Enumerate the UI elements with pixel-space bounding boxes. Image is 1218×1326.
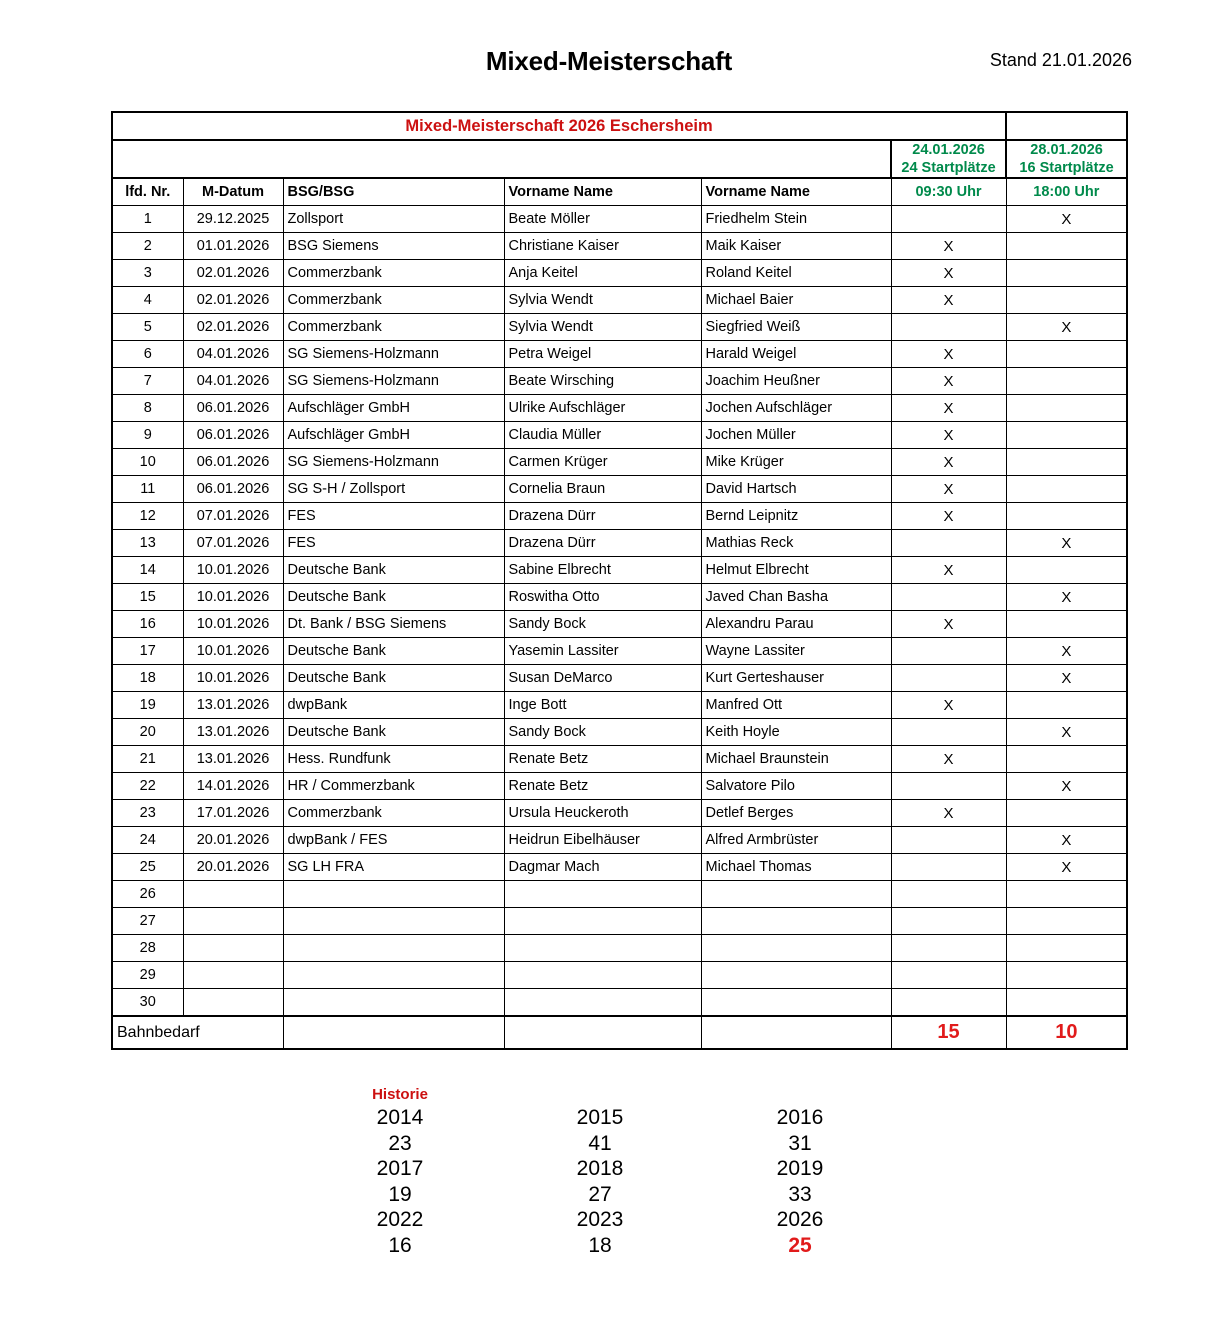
historie-cell: 2014: [376, 1106, 424, 1129]
cell-name2[interactable]: David Hartsch: [701, 476, 891, 503]
cell-name1[interactable]: Sandy Bock: [504, 611, 701, 638]
historie-cell: 2023: [576, 1208, 624, 1231]
session-row-spacer: [112, 140, 891, 178]
cell-datum: 10.01.2026: [183, 665, 283, 692]
cell-session-1-mark[interactable]: X: [891, 260, 1006, 287]
cell-name2[interactable]: Salvatore Pilo: [701, 773, 891, 800]
cell-nr: 28: [112, 935, 183, 962]
cell-session-2-mark[interactable]: [1006, 233, 1127, 260]
cell-session-2-mark[interactable]: X: [1006, 665, 1127, 692]
cell-bsg[interactable]: SG Siemens-Holzmann: [283, 368, 504, 395]
cell-session-1-mark[interactable]: [891, 773, 1006, 800]
cell-name2[interactable]: Michael Thomas: [701, 854, 891, 881]
table-row: [112, 746, 1127, 773]
cell-bsg[interactable]: Commerzbank: [283, 260, 504, 287]
cell-session-2-mark[interactable]: [1006, 881, 1127, 908]
table-row: [112, 800, 1127, 827]
cell-bsg[interactable]: BSG Siemens: [283, 233, 504, 260]
table-row: [112, 314, 1127, 341]
cell-datum: 10.01.2026: [183, 611, 283, 638]
cell-datum: [183, 962, 283, 989]
cell-bsg[interactable]: SG S-H / Zollsport: [283, 476, 504, 503]
cell-datum: 06.01.2026: [183, 449, 283, 476]
cell-nr: 5: [112, 314, 183, 341]
cell-session-2-mark[interactable]: X: [1006, 314, 1127, 341]
cell-nr: 12: [112, 503, 183, 530]
cell-nr: 6: [112, 341, 183, 368]
cell-datum: [183, 908, 283, 935]
historie-cell: 2017: [376, 1157, 424, 1180]
cell-session-2-mark[interactable]: [1006, 692, 1127, 719]
table-row: [112, 827, 1127, 854]
cell-nr: 13: [112, 530, 183, 557]
cell-session-1-mark[interactable]: X: [891, 341, 1006, 368]
historie-cell: 25: [788, 1233, 812, 1257]
table-row: [112, 260, 1127, 287]
cell-bsg[interactable]: [283, 989, 504, 1017]
cell-datum: 20.01.2026: [183, 854, 283, 881]
cell-nr: 7: [112, 368, 183, 395]
cell-name2[interactable]: Roland Keitel: [701, 260, 891, 287]
cell-session-2-mark[interactable]: [1006, 800, 1127, 827]
cell-name1[interactable]: Christiane Kaiser: [504, 233, 701, 260]
cell-name2[interactable]: Siegfried Weiß: [701, 314, 891, 341]
cell-session-2-mark[interactable]: [1006, 395, 1127, 422]
table-banner-row: [112, 112, 1127, 140]
table-row: [112, 611, 1127, 638]
banner-spacer-cell: [1006, 112, 1127, 140]
cell-bsg[interactable]: SG LH FRA: [283, 854, 504, 881]
cell-nr: 15: [112, 584, 183, 611]
cell-nr: 16: [112, 611, 183, 638]
historie-cell: 2016: [776, 1106, 824, 1129]
table-row: [112, 881, 1127, 908]
cell-name2[interactable]: Kurt Gerteshauser: [701, 665, 891, 692]
cell-name1[interactable]: Claudia Müller: [504, 422, 701, 449]
cell-bsg[interactable]: Commerzbank: [283, 314, 504, 341]
col-header-datum: M-Datum: [183, 178, 283, 206]
cell-datum: [183, 935, 283, 962]
col-header-nr: lfd. Nr.: [112, 178, 183, 206]
cell-bsg[interactable]: Commerzbank: [283, 800, 504, 827]
table-row: [112, 476, 1127, 503]
cell-session-1-mark[interactable]: X: [891, 287, 1006, 314]
table-row: [112, 422, 1127, 449]
cell-bsg[interactable]: SG Siemens-Holzmann: [283, 341, 504, 368]
cell-datum: 14.01.2026: [183, 773, 283, 800]
cell-session-1-mark[interactable]: [891, 584, 1006, 611]
cell-nr: 27: [112, 908, 183, 935]
cell-nr: 24: [112, 827, 183, 854]
table-row: [112, 503, 1127, 530]
registration-table: [111, 111, 1128, 1050]
cell-datum: 02.01.2026: [183, 260, 283, 287]
cell-datum: 17.01.2026: [183, 800, 283, 827]
cell-nr: 11: [112, 476, 183, 503]
historie-cell: 31: [788, 1131, 812, 1155]
cell-datum: 20.01.2026: [183, 827, 283, 854]
table-row: [112, 773, 1127, 800]
session-1-header: [891, 140, 1006, 178]
cell-name1[interactable]: [504, 962, 701, 989]
historie-cell: 2026: [776, 1208, 824, 1231]
cell-session-1-mark[interactable]: [891, 881, 1006, 908]
cell-name2[interactable]: Michael Braunstein: [701, 746, 891, 773]
cell-session-2-mark[interactable]: [1006, 449, 1127, 476]
cell-name1[interactable]: Beate Wirsching: [504, 368, 701, 395]
table-row: [112, 665, 1127, 692]
cell-session-1-mark[interactable]: X: [891, 611, 1006, 638]
historie-cell: 2019: [776, 1157, 824, 1180]
cell-bsg[interactable]: dwpBank / FES: [283, 827, 504, 854]
historie-section: [300, 1086, 900, 1258]
table-row: [112, 638, 1127, 665]
cell-bsg[interactable]: HR / Commerzbank: [283, 773, 504, 800]
cell-bsg[interactable]: dwpBank: [283, 692, 504, 719]
cell-name2[interactable]: Wayne Lassiter: [701, 638, 891, 665]
historie-grid: [300, 1105, 900, 1258]
cell-session-1-mark[interactable]: [891, 314, 1006, 341]
table-row: [112, 206, 1127, 233]
cell-name2[interactable]: Helmut Elbrecht: [701, 557, 891, 584]
session-2-slots: 16 Startplätze: [1019, 160, 1114, 176]
historie-cell: 19: [388, 1182, 412, 1206]
cell-bsg[interactable]: Commerzbank: [283, 287, 504, 314]
cell-name1[interactable]: Sandy Bock: [504, 719, 701, 746]
cell-session-2-mark[interactable]: [1006, 476, 1127, 503]
cell-bsg[interactable]: [283, 962, 504, 989]
cell-bsg[interactable]: [283, 881, 504, 908]
cell-session-2-mark[interactable]: X: [1006, 584, 1127, 611]
cell-name1[interactable]: Ulrike Aufschläger: [504, 395, 701, 422]
historie-cell: 16: [388, 1233, 412, 1257]
cell-nr: 3: [112, 260, 183, 287]
cell-nr: 30: [112, 989, 183, 1017]
cell-name1[interactable]: Renate Betz: [504, 746, 701, 773]
cell-name2[interactable]: Manfred Ott: [701, 692, 891, 719]
session-1-slots: 24 Startplätze: [901, 160, 996, 176]
cell-datum: 07.01.2026: [183, 530, 283, 557]
cell-name2[interactable]: [701, 908, 891, 935]
table-row: [112, 989, 1127, 1017]
cell-session-2-mark[interactable]: [1006, 368, 1127, 395]
cell-datum: 07.01.2026: [183, 503, 283, 530]
cell-session-1-mark[interactable]: X: [891, 746, 1006, 773]
cell-name1[interactable]: Sabine Elbrecht: [504, 557, 701, 584]
historie-cell: 18: [588, 1233, 612, 1257]
cell-datum: 13.01.2026: [183, 692, 283, 719]
cell-bsg[interactable]: Aufschläger GmbH: [283, 422, 504, 449]
cell-session-1-mark[interactable]: [891, 908, 1006, 935]
cell-name2[interactable]: Mike Krüger: [701, 449, 891, 476]
historie-cell: 2018: [576, 1157, 624, 1180]
cell-name2[interactable]: Alexandru Parau: [701, 611, 891, 638]
page-title: Mixed-Meisterschaft: [485, 46, 733, 76]
bahnbedarf-session-1-value: 15: [891, 1016, 1006, 1049]
col-header-bsg: BSG/BSG: [283, 178, 504, 206]
cell-datum: 02.01.2026: [183, 314, 283, 341]
cell-nr: 21: [112, 746, 183, 773]
cell-nr: 10: [112, 449, 183, 476]
cell-name2[interactable]: [701, 962, 891, 989]
cell-bsg[interactable]: FES: [283, 503, 504, 530]
table-row: [112, 908, 1127, 935]
cell-session-1-mark[interactable]: X: [891, 422, 1006, 449]
session-header-row: [112, 140, 1127, 178]
cell-name1[interactable]: Petra Weigel: [504, 341, 701, 368]
cell-session-1-mark[interactable]: X: [891, 449, 1006, 476]
col-header-name2: Vorname Name: [701, 178, 891, 206]
cell-name2[interactable]: Maik Kaiser: [701, 233, 891, 260]
cell-nr: 18: [112, 665, 183, 692]
cell-datum: 10.01.2026: [183, 638, 283, 665]
bahnbedarf-spacer-name1: [504, 1016, 701, 1049]
cell-session-2-mark[interactable]: X: [1006, 854, 1127, 881]
cell-bsg[interactable]: Hess. Rundfunk: [283, 746, 504, 773]
bahnbedarf-spacer-name2: [701, 1016, 891, 1049]
cell-bsg[interactable]: SG Siemens-Holzmann: [283, 449, 504, 476]
cell-datum: 29.12.2025: [183, 206, 283, 233]
cell-nr: 14: [112, 557, 183, 584]
cell-session-2-mark[interactable]: [1006, 962, 1127, 989]
cell-bsg[interactable]: [283, 908, 504, 935]
cell-datum: 10.01.2026: [183, 557, 283, 584]
historie-cell: 27: [588, 1182, 612, 1206]
cell-nr: 19: [112, 692, 183, 719]
cell-datum: 13.01.2026: [183, 746, 283, 773]
cell-bsg[interactable]: Deutsche Bank: [283, 638, 504, 665]
cell-datum: 06.01.2026: [183, 476, 283, 503]
cell-name1[interactable]: Anja Keitel: [504, 260, 701, 287]
cell-name1[interactable]: Yasemin Lassiter: [504, 638, 701, 665]
table-row: [112, 962, 1127, 989]
cell-name2[interactable]: Javed Chan Basha: [701, 584, 891, 611]
cell-name2[interactable]: Keith Hoyle: [701, 719, 891, 746]
table-row: [112, 287, 1127, 314]
cell-bsg[interactable]: Dt. Bank / BSG Siemens: [283, 611, 504, 638]
cell-name2[interactable]: Jochen Müller: [701, 422, 891, 449]
cell-name1[interactable]: Carmen Krüger: [504, 449, 701, 476]
cell-name1[interactable]: Sylvia Wendt: [504, 287, 701, 314]
cell-session-1-mark[interactable]: [891, 530, 1006, 557]
cell-session-1-mark[interactable]: [891, 935, 1006, 962]
cell-session-2-mark[interactable]: X: [1006, 719, 1127, 746]
cell-name2[interactable]: Michael Baier: [701, 287, 891, 314]
cell-bsg[interactable]: Zollsport: [283, 206, 504, 233]
cell-datum: [183, 881, 283, 908]
cell-name2[interactable]: Harald Weigel: [701, 341, 891, 368]
historie-cell: 2015: [576, 1106, 624, 1129]
cell-session-2-mark[interactable]: [1006, 989, 1127, 1017]
cell-session-2-mark[interactable]: X: [1006, 530, 1127, 557]
cell-datum: 06.01.2026: [183, 395, 283, 422]
cell-bsg[interactable]: Deutsche Bank: [283, 584, 504, 611]
cell-bsg[interactable]: Deutsche Bank: [283, 557, 504, 584]
cell-name1[interactable]: Susan DeMarco: [504, 665, 701, 692]
cell-datum: [183, 989, 283, 1017]
cell-session-2-mark[interactable]: [1006, 746, 1127, 773]
session-2-date: 28.01.2026: [1030, 142, 1103, 158]
table-row: [112, 692, 1127, 719]
historie-cell: 33: [788, 1182, 812, 1206]
cell-nr: 4: [112, 287, 183, 314]
cell-name2[interactable]: [701, 935, 891, 962]
cell-nr: 29: [112, 962, 183, 989]
cell-session-2-mark[interactable]: X: [1006, 638, 1127, 665]
cell-name2[interactable]: [701, 989, 891, 1017]
cell-bsg[interactable]: Deutsche Bank: [283, 665, 504, 692]
bahnbedarf-label: Bahnbedarf: [112, 1016, 283, 1049]
cell-name1[interactable]: Ursula Heuckeroth: [504, 800, 701, 827]
table-row: [112, 719, 1127, 746]
table-row: [112, 233, 1127, 260]
cell-nr: 23: [112, 800, 183, 827]
cell-session-2-mark[interactable]: [1006, 503, 1127, 530]
cell-session-1-mark[interactable]: [891, 827, 1006, 854]
cell-session-1-mark[interactable]: [891, 206, 1006, 233]
cell-datum: 13.01.2026: [183, 719, 283, 746]
cell-session-1-mark[interactable]: X: [891, 557, 1006, 584]
col-header-session-2-time: 18:00 Uhr: [1006, 178, 1127, 206]
column-header-row: [112, 178, 1127, 206]
status-date: Stand 21.01.2026: [989, 50, 1132, 70]
table-row: [112, 530, 1127, 557]
cell-session-2-mark[interactable]: [1006, 557, 1127, 584]
table-row: [112, 584, 1127, 611]
cell-session-1-mark[interactable]: X: [891, 476, 1006, 503]
cell-bsg[interactable]: Aufschläger GmbH: [283, 395, 504, 422]
cell-session-1-mark[interactable]: [891, 719, 1006, 746]
cell-session-1-mark[interactable]: X: [891, 233, 1006, 260]
cell-name1[interactable]: Drazena Dürr: [504, 530, 701, 557]
table-row: [112, 449, 1127, 476]
cell-session-1-mark[interactable]: [891, 638, 1006, 665]
cell-name2[interactable]: Mathias Reck: [701, 530, 891, 557]
cell-session-2-mark[interactable]: [1006, 935, 1127, 962]
cell-name1[interactable]: Renate Betz: [504, 773, 701, 800]
table-row: [112, 854, 1127, 881]
cell-session-1-mark[interactable]: X: [891, 692, 1006, 719]
table-row: [112, 395, 1127, 422]
cell-nr: 8: [112, 395, 183, 422]
cell-session-2-mark[interactable]: [1006, 341, 1127, 368]
cell-nr: 17: [112, 638, 183, 665]
cell-session-1-mark[interactable]: X: [891, 368, 1006, 395]
cell-session-2-mark[interactable]: [1006, 422, 1127, 449]
cell-name1[interactable]: Drazena Dürr: [504, 503, 701, 530]
bahnbedarf-row: [112, 1016, 1127, 1049]
cell-name2[interactable]: Bernd Leipnitz: [701, 503, 891, 530]
cell-name1[interactable]: Roswitha Otto: [504, 584, 701, 611]
cell-name2[interactable]: Joachim Heußner: [701, 368, 891, 395]
cell-name1[interactable]: [504, 989, 701, 1017]
cell-bsg[interactable]: [283, 935, 504, 962]
cell-datum: 01.01.2026: [183, 233, 283, 260]
cell-session-2-mark[interactable]: [1006, 287, 1127, 314]
cell-session-1-mark[interactable]: [891, 989, 1006, 1017]
table-row: [112, 341, 1127, 368]
cell-session-1-mark[interactable]: X: [891, 800, 1006, 827]
cell-bsg[interactable]: FES: [283, 530, 504, 557]
cell-name1[interactable]: [504, 881, 701, 908]
cell-name2[interactable]: [701, 881, 891, 908]
cell-session-2-mark[interactable]: [1006, 908, 1127, 935]
cell-session-2-mark[interactable]: X: [1006, 206, 1127, 233]
page-header: [0, 0, 1218, 92]
cell-datum: 04.01.2026: [183, 341, 283, 368]
cell-session-1-mark[interactable]: [891, 665, 1006, 692]
col-header-session-1-time: 09:30 Uhr: [891, 178, 1006, 206]
cell-session-1-mark[interactable]: X: [891, 395, 1006, 422]
cell-name1[interactable]: Heidrun Eibelhäuser: [504, 827, 701, 854]
cell-nr: 26: [112, 881, 183, 908]
session-2-header: [1006, 140, 1127, 178]
cell-name2[interactable]: Alfred Armbrüster: [701, 827, 891, 854]
cell-name2[interactable]: Detlef Berges: [701, 800, 891, 827]
table-row: [112, 935, 1127, 962]
cell-bsg[interactable]: Deutsche Bank: [283, 719, 504, 746]
bahnbedarf-spacer-bsg: [283, 1016, 504, 1049]
historie-cell: 41: [588, 1131, 612, 1155]
cell-nr: 20: [112, 719, 183, 746]
table-banner: Mixed-Meisterschaft 2026 Eschersheim: [112, 112, 1006, 140]
cell-session-2-mark[interactable]: [1006, 260, 1127, 287]
cell-nr: 22: [112, 773, 183, 800]
cell-nr: 9: [112, 422, 183, 449]
cell-name1[interactable]: Inge Bott: [504, 692, 701, 719]
cell-name1[interactable]: Sylvia Wendt: [504, 314, 701, 341]
cell-session-1-mark[interactable]: X: [891, 503, 1006, 530]
cell-name1[interactable]: Dagmar Mach: [504, 854, 701, 881]
cell-session-1-mark[interactable]: [891, 962, 1006, 989]
cell-nr: 2: [112, 233, 183, 260]
cell-session-2-mark[interactable]: X: [1006, 773, 1127, 800]
col-header-name1: Vorname Name: [504, 178, 701, 206]
cell-datum: 04.01.2026: [183, 368, 283, 395]
cell-datum: 06.01.2026: [183, 422, 283, 449]
historie-title: Historie: [372, 1086, 428, 1103]
cell-name1[interactable]: [504, 908, 701, 935]
cell-nr: 1: [112, 206, 183, 233]
cell-datum: 10.01.2026: [183, 584, 283, 611]
cell-nr: 25: [112, 854, 183, 881]
session-1-date: 24.01.2026: [912, 142, 985, 158]
cell-name2[interactable]: Jochen Aufschläger: [701, 395, 891, 422]
cell-name1[interactable]: Beate Möller: [504, 206, 701, 233]
historie-cell: 23: [388, 1131, 412, 1155]
cell-name2[interactable]: Friedhelm Stein: [701, 206, 891, 233]
table-row: [112, 557, 1127, 584]
registration-table-container: [111, 111, 1126, 1050]
cell-session-2-mark[interactable]: [1006, 611, 1127, 638]
bahnbedarf-session-2-value: 10: [1006, 1016, 1127, 1049]
cell-session-1-mark[interactable]: [891, 854, 1006, 881]
historie-cell: 2022: [376, 1208, 424, 1231]
cell-name1[interactable]: [504, 935, 701, 962]
cell-datum: 02.01.2026: [183, 287, 283, 314]
cell-name1[interactable]: Cornelia Braun: [504, 476, 701, 503]
table-row: [112, 368, 1127, 395]
cell-session-2-mark[interactable]: X: [1006, 827, 1127, 854]
